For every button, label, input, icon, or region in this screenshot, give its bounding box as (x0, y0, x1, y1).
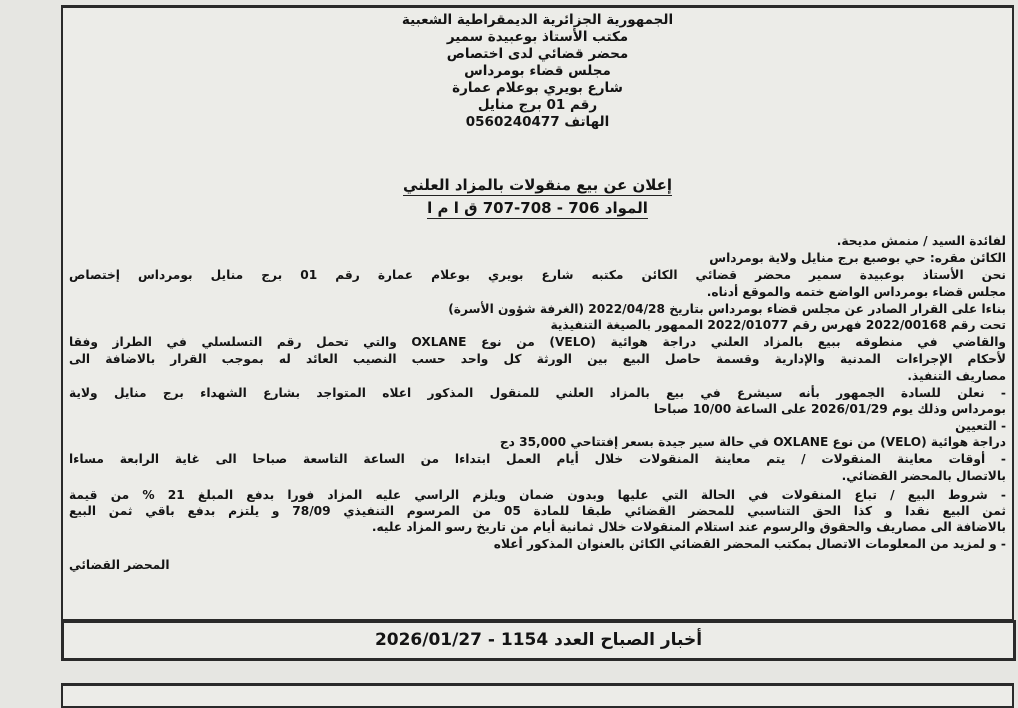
body-line: دراجة هوائية (VELO) من نوع OXLANE في حالة سير جيدة بسعر إفتتاحي 35,000 دج (499, 435, 1006, 449)
notice-subtitle (63, 199, 1012, 217)
body-line: - و لمزيد من المعلومات الاتصال بمكتب المحضر القضائي الكائن بالعنوان المذكور أعلاه (493, 537, 1006, 551)
publication-footer (61, 620, 1016, 661)
body-line: بالاضافة الى مصاريف والحقوق والرسوم عند استلام المنقولات خلال ثمانية أيام من تاريخ رسو المزاد عليه. (371, 520, 1006, 534)
notice-title-text: إعلان عن بيع منقولات بالمزاد العلني (402, 176, 673, 194)
body-line: الكائن مقره: حي بوصبع برج منايل ولاية بومرداس (709, 251, 1006, 265)
header-line: شارع بويري بوعلام عمارة (452, 80, 623, 96)
body-line: - شروط البيع / تباع المنقولات في الحالة التي عليها وبدون ضمان ويلزم الراسي عليه المزاد فورا بدفع المبلغ 21 % من قيمة (69, 488, 1006, 502)
notice-title (63, 176, 1012, 194)
body-line: بالاتصال بالمحضر القضائي. (841, 469, 1006, 483)
header-phone: الهاتف 0560240477 (465, 114, 610, 130)
next-notice-box (61, 683, 1014, 708)
signature: المحضر القضائي (69, 558, 170, 572)
body-line: - نعلن للسادة الجمهور بأنه سيشرع في بيع بالمزاد العلني للمنقول المذكور اعلاه المتواجد بشارع الشهداء برج منايل ولاية (69, 386, 1006, 400)
body-line: - التعيين (955, 419, 1006, 433)
header-line: الجمهورية الجزائرية الديمقراطية الشعبية (401, 12, 674, 28)
body-line: تحت رقم 2022/00168 فهرس رقم 2022/01077 الممهور بالصيغة التنفيذية (550, 318, 1006, 332)
notice-subtitle-text: المواد 706 - 708-707 ق ا م ا (427, 199, 648, 217)
header-line: مكتب الأستاذ بوعبيدة سمير (446, 29, 629, 45)
body-line: بومرداس وذلك يوم 2026/01/29 على الساعة 10/00 صباحا (653, 402, 1006, 416)
body-line: مجلس قضاء بومرداس الواضع ختمه والموقع أدناه. (706, 285, 1006, 299)
header-line: رقم 01 برج منايل (477, 97, 598, 113)
body-line: نحن الأستاذ بوعبيدة سمير محضر قضائي الكائن مكتبه شارع بويري بوعلام عمارة رقم 01 برج منايل بومرداس إختصاص (69, 268, 1006, 282)
body-line: لأحكام الإجراءات المدنية والإدارية وقسمة حاصل البيع بين الورثة كل واحد حسب النصيب العائد له بموجب القرار بالاضافة الى (69, 352, 1006, 366)
legal-notice (61, 5, 1014, 621)
header-line: مجلس قضاء بومرداس (464, 63, 611, 79)
body-line: ثمن البيع نقدا و كذا الحق التناسبي للمحضر القضائي طبقا للمادة 05 من المرسوم التنفيذي 78/09 و يلتزم بدفع باقي ثمن البيع (69, 504, 1006, 518)
publication-info: أخبار الصباح العدد 1154 - 2026/01/27 (374, 630, 703, 650)
body-line: والقاضي في منطوقه ببيع بالمزاد العلني دراجة هوائية (VELO) من نوع OXLANE والتي تحمل رقم التسلسلي في الطراز وفقا (69, 335, 1006, 349)
header-line: محضر قضائي لدى اختصاص (446, 46, 629, 62)
body-line: بناءا على القرار الصادر عن مجلس قضاء بومرداس بتاريخ 2022/04/28 (الغرفة شؤون الأسرة) (448, 302, 1006, 316)
body-line: - أوقات معاينة المنقولات / يتم معاينة المنقولات خلال أيام العمل ابتداءا من الساعة التاسعة صباحا الى غاية الرابعة مساءا (69, 452, 1006, 466)
body-line: مصاريف التنفيذ. (907, 369, 1006, 383)
body-line: لفائدة السيد / منمش مديحة. (836, 234, 1006, 248)
